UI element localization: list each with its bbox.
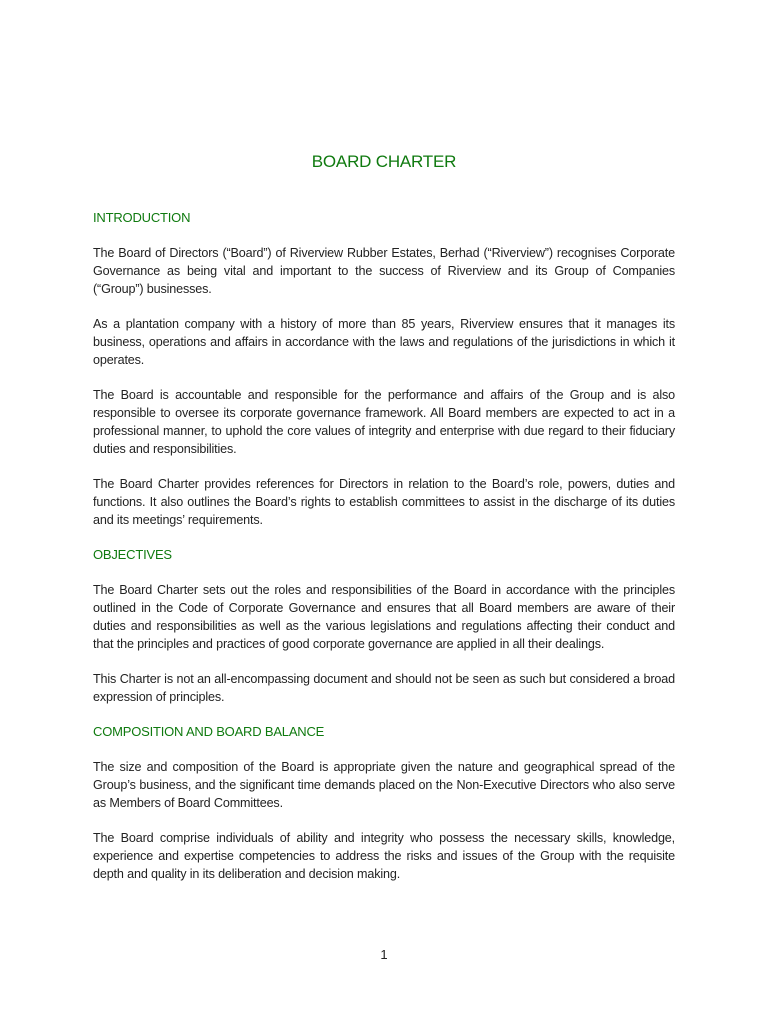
section-introduction (93, 209, 675, 529)
section-composition (93, 723, 675, 883)
paragraph: The Board comprise individuals of ability and integrity who possess the necessary skills, knowledge, experience and expertise competencies to address the risks and issues of the Group with the requisite depth and quality in its deliberation and decision making. (93, 831, 675, 881)
paragraph: The Board Charter sets out the roles and responsibilities of the Board in accordance with the principles outlined in the Code of Corporate Governance and ensures that all Board members are aware of their duties and responsibilities as well as the various legislations and regulations affecting their conduct and that the principles and practices of good corporate governance are applied in all their dealings. (93, 583, 675, 651)
section-heading: OBJECTIVES (93, 547, 172, 562)
section-objectives (93, 546, 675, 706)
section-heading: COMPOSITION AND BOARD BALANCE (93, 724, 325, 739)
page-number: 1 (380, 947, 388, 962)
paragraph: This Charter is not an all-encompassing document and should not be seen as such but considered a broad expression of principles. (93, 672, 675, 704)
section-heading: INTRODUCTION (93, 210, 191, 225)
document-body (93, 209, 675, 900)
paragraph: The size and composition of the Board is appropriate given the nature and geographical spread of the Group’s business, and the significant time demands placed on the Non-Executive Directors who also serve as Members of Board Committees. (93, 760, 675, 810)
paragraph: The Board is accountable and responsible for the performance and affairs of the Group and is also responsible to oversee its corporate governance framework. All Board members are expected to act in a professional manner, to uphold the core values of integrity and enterprise with due regard to their fiduciary duties and responsibilities. (93, 388, 675, 456)
paragraph: The Board of Directors (“Board”) of Riverview Rubber Estates, Berhad (“Riverview”) recognises Corporate Governance as being vital and important to the success of Riverview and its Group of Companies (“Group”) businesses. (93, 246, 675, 296)
page-title: BOARD CHARTER (311, 152, 457, 171)
paragraph: The Board Charter provides references for Directors in relation to the Board’s role, powers, duties and functions. It also outlines the Board’s rights to establish committees to assist in the discharge of its duties and its meetings’ requirements. (93, 477, 675, 527)
paragraph: As a plantation company with a history of more than 85 years, Riverview ensures that it manages its business, operations and affairs in accordance with the laws and regulations of the jurisdictions in which it operates. (93, 317, 675, 367)
